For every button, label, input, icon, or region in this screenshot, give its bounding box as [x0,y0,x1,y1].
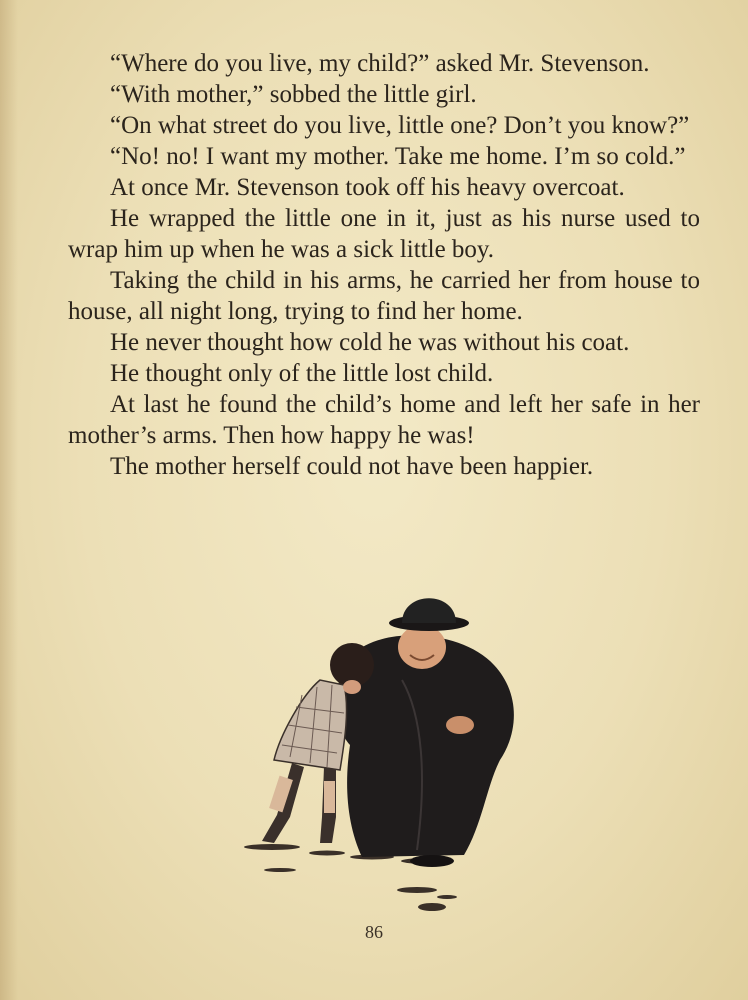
man-face [398,625,446,669]
paragraph-1: “Where do you live, my child?” asked Mr. Stevenson. [110,50,650,77]
paragraph-4: “No! no! I want my mother. Take me home. I’m so cold.” [110,143,686,170]
paragraph-5: At once Mr. Stevenson took off his heavy overcoat. [110,174,625,201]
paragraph-11: The mother herself could not have been happier. [110,453,594,480]
paragraph-8: He never thought how cold he was without his coat. [110,329,630,356]
illustration-man-carrying-child [232,585,532,930]
page-edge-shadow [0,0,18,1000]
paragraph-6: He wrapped the little one in it, just as his nurse used to wrap him up when he was a sick little boy. [68,205,700,263]
paragraph-9: He thought only of the little lost child. [110,360,494,387]
paragraph-10: At last he found the child’s home and left her safe in her mother’s arms. Then how happy he was! [68,391,700,449]
page-number: 86 [365,922,383,942]
paragraph-3: “On what street do you live, little one? Don’t you know?” [110,112,690,139]
bowler-hat-crown [402,598,456,623]
story-text [68,48,700,482]
paragraph-7: Taking the child in his arms, he carried her from house to house, all night long, trying to find her home. [68,267,700,325]
paragraph-2: “With mother,” sobbed the little girl. [110,81,477,108]
